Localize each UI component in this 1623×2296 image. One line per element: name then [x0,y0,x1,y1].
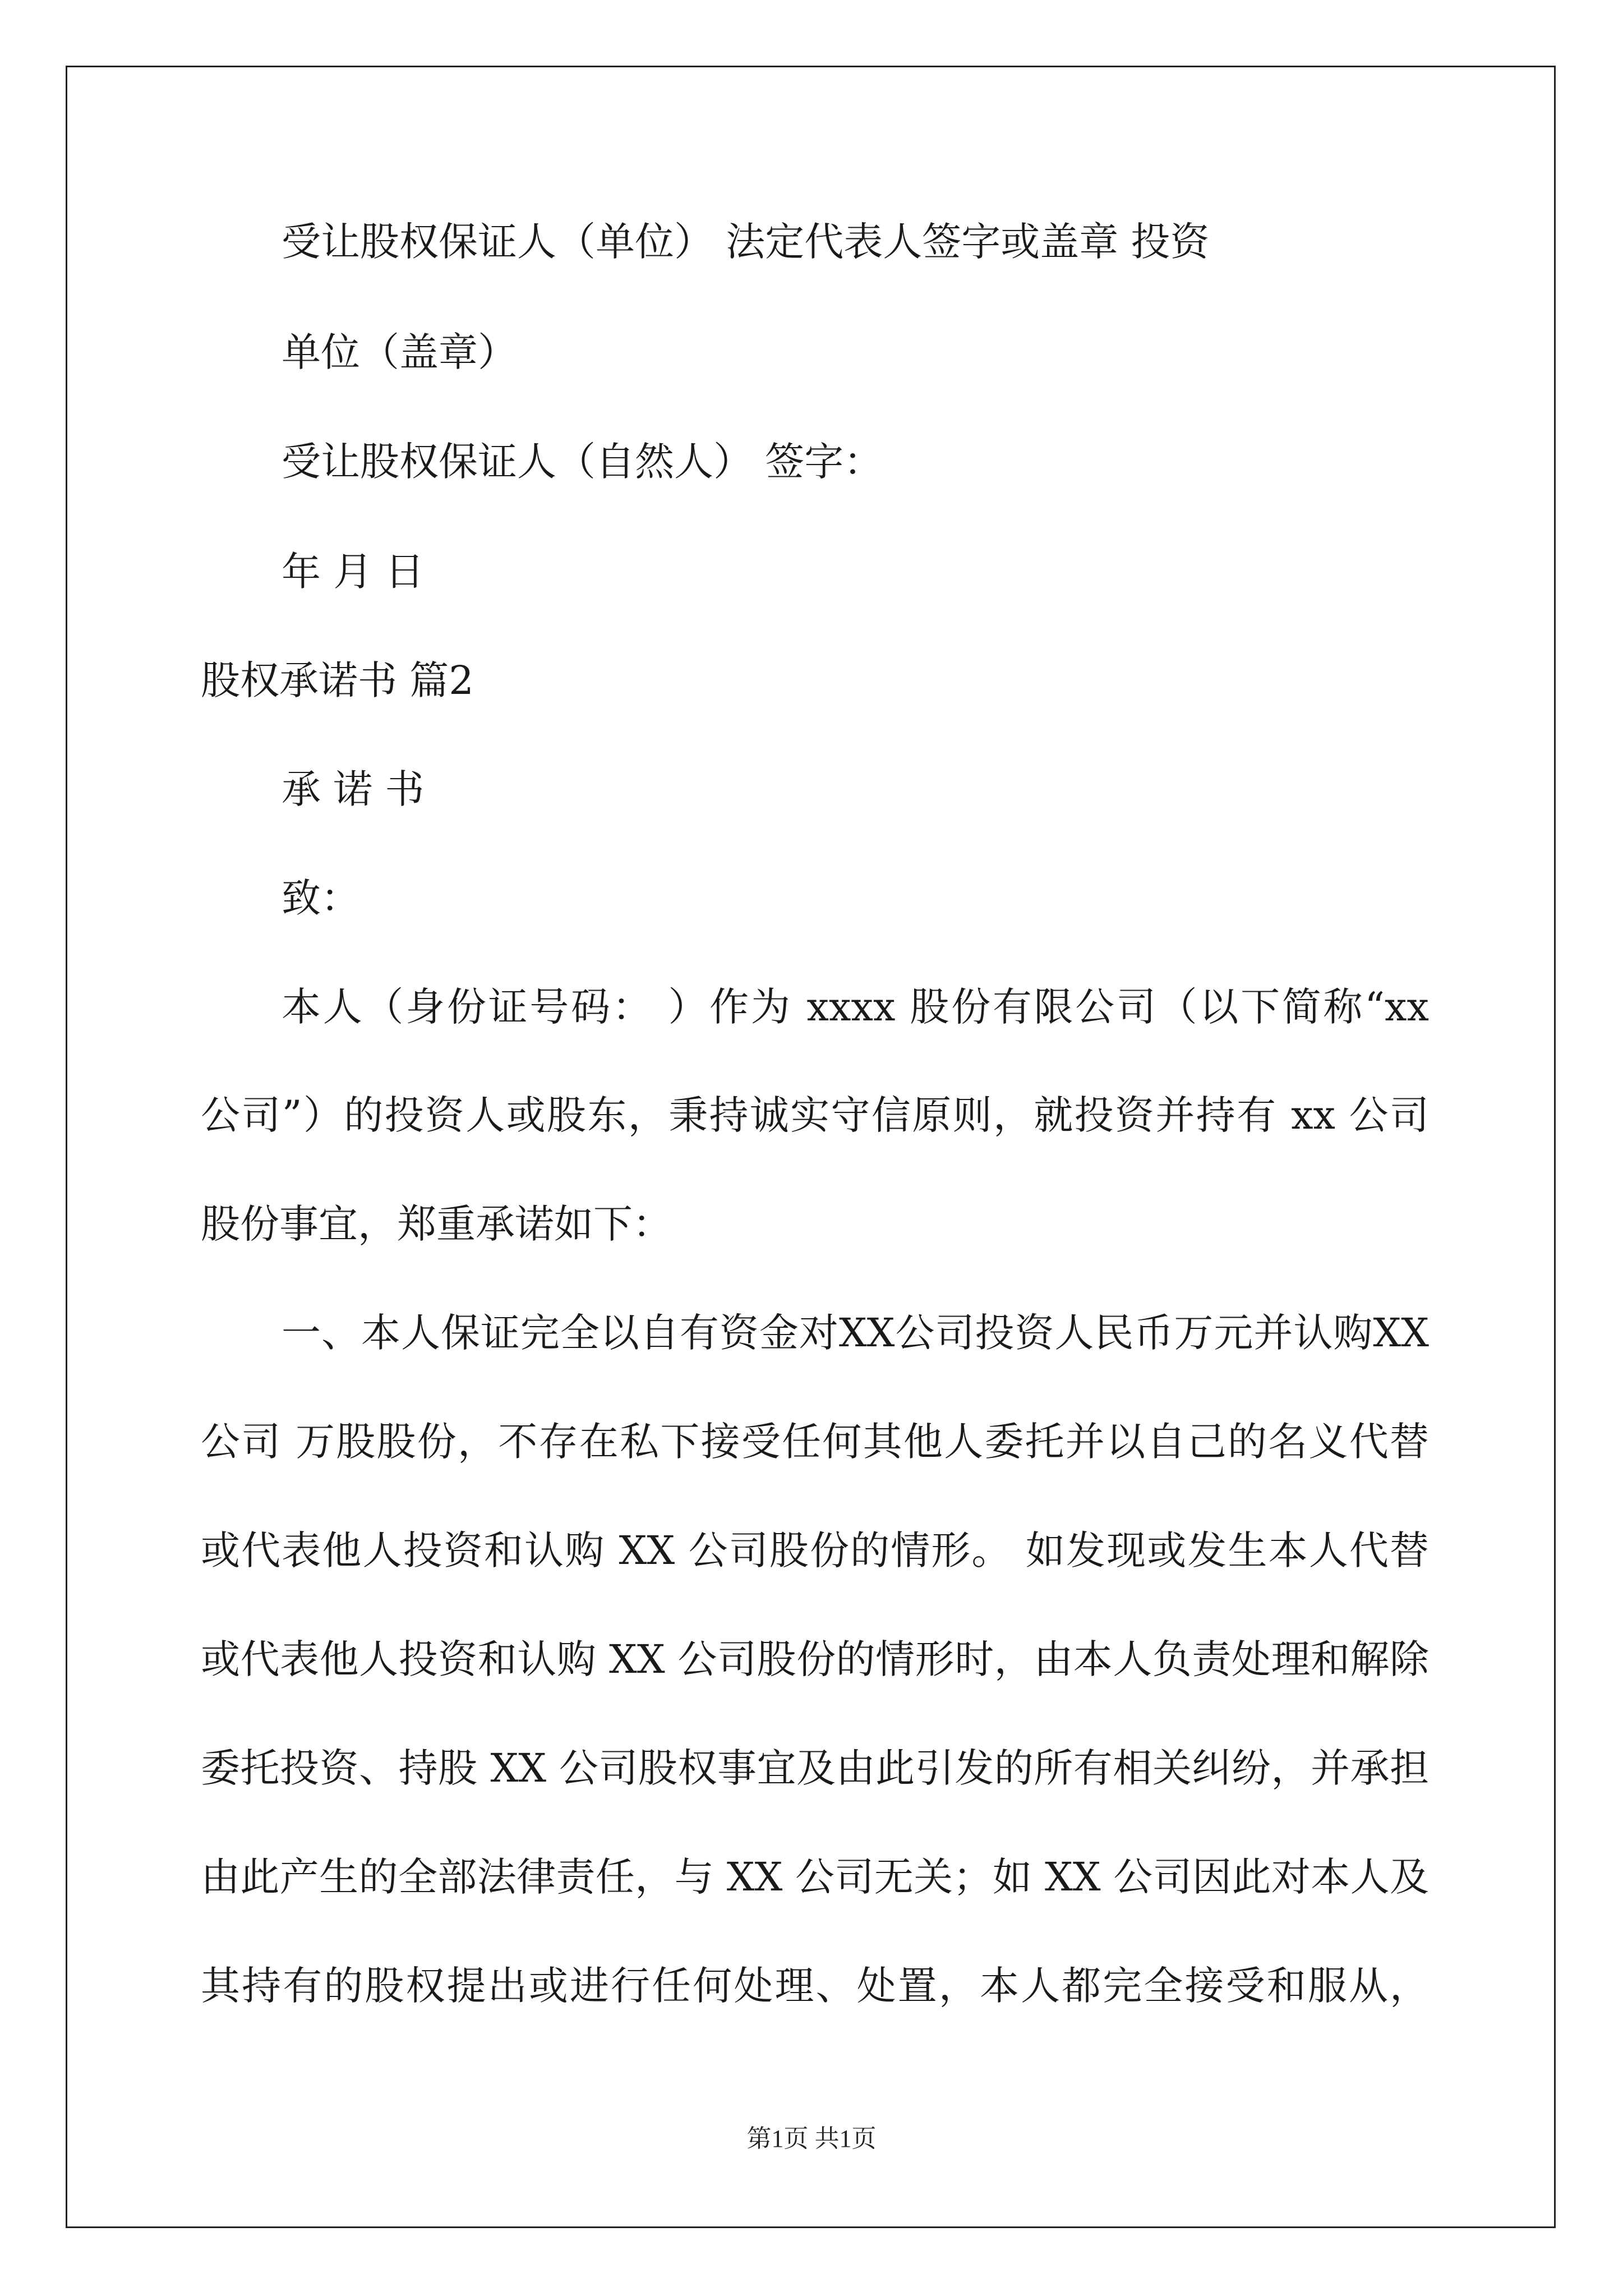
section-heading: 股权承诺书 篇2 [201,657,474,703]
paragraph2-line: 公司 万股股份，不存在私下接受任何其他人委托并以自己的名义代替 [201,1419,1429,1465]
paragraph1-line: 公司”）的投资人或股东，秉持诚实守信原则，就投资并持有 xx 公司 [201,1092,1429,1138]
paragraph1-line: 本人（身份证号码： ）作为 xxxx 股份有限公司（以下简称“xx [282,984,1429,1030]
unit-seal-line: 单位（盖章） [282,329,517,375]
transferee-guarantor-unit-line: 受让股权保证人（单位） 法定代表人签字或盖章 投资 [282,219,1210,265]
document-title: 承 诺 书 [282,766,425,812]
paragraph2-line: 其持有的股权提出或进行任何处理、处置，本人都完全接受和服从， [201,1963,1429,2009]
page-frame [66,66,1556,2228]
paragraph2-line: 或代表他人投资和认购 XX 公司股份的情形时，由本人负责处理和解除 [201,1636,1429,1682]
paragraph2-line: 由此产生的全部法律责任，与 XX 公司无关；如 XX 公司因此对本人及 [201,1854,1429,1900]
paragraph2-line: 委托投资、持股 XX 公司股权事宜及由此引发的所有相关纠纷，并承担 [201,1745,1429,1791]
paragraph2-line: 或代表他人投资和认购 XX 公司股份的情形。 如发现或发生本人代替 [201,1527,1429,1573]
transferee-guarantor-person-line: 受让股权保证人（自然人） 签字： [282,439,883,485]
page-footer: 第1页 共1页 [746,2125,877,2152]
date-line: 年 月 日 [282,549,425,595]
paragraph2-line: 一、本人保证完全以自有资金对XX公司投资人民币万元并认购XX [282,1310,1429,1356]
salutation: 致： [282,875,360,921]
paragraph1-line: 股份事宜，郑重承诺如下： [201,1201,672,1247]
